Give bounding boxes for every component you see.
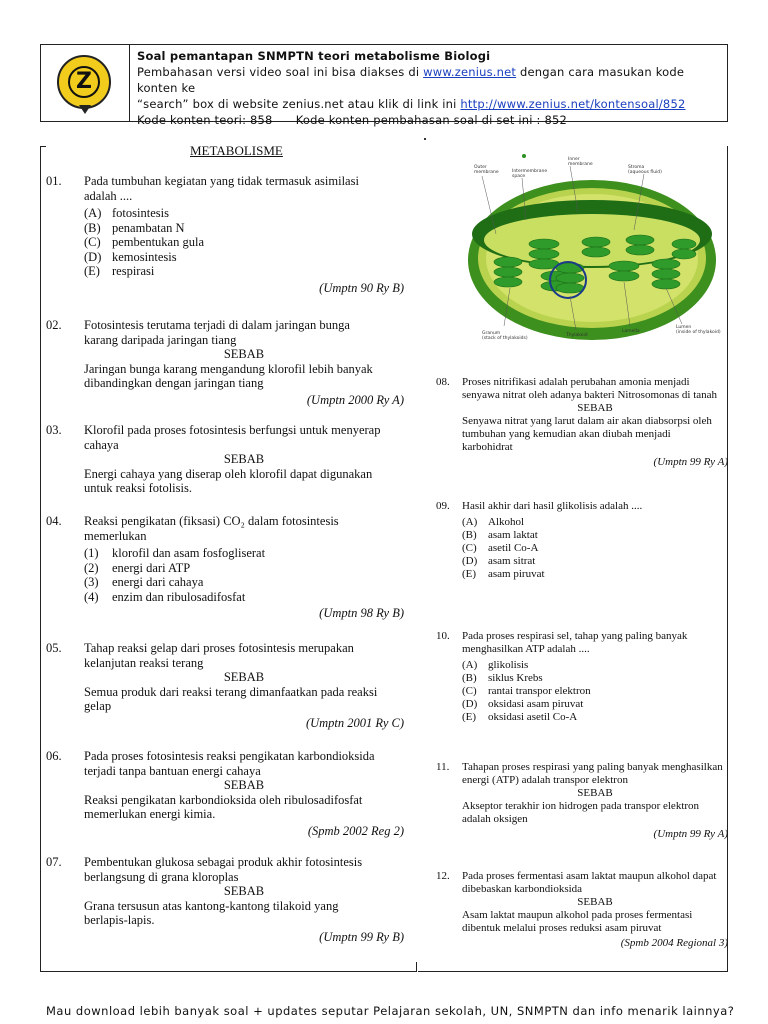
reason-text-line: Energi cahaya yang diserap oleh klorofil dapat digunakan <box>84 466 373 481</box>
question-body <box>84 514 404 621</box>
option-letter: (2) <box>84 560 99 575</box>
reason-text-line: Senyawa nitrat yang larut dalam air akan diabsorpsi oleh <box>462 415 712 427</box>
reason-text-line: gelap <box>84 699 112 713</box>
answer-option[interactable] <box>84 590 404 605</box>
question-source: (Umptn 99 Ry A) <box>653 828 728 840</box>
question-number: 06. <box>46 749 62 763</box>
answer-option[interactable] <box>462 659 728 672</box>
option-letter: (A) <box>462 516 478 528</box>
question-text-line: Pada tumbuhan kegiatan yang tidak termasuk asimilasi <box>84 174 359 188</box>
sebab-label: SEBAB <box>223 452 265 466</box>
question-text-line: Hasil akhir dari hasil glikolisis adalah .... <box>462 500 643 512</box>
option-letter: (C) <box>462 685 477 697</box>
reason-text-line: Reaksi pengikatan karbondioksida oleh ribulosadifosfat <box>84 792 363 807</box>
question-text-line: berlangsung di grana kloroplas <box>84 869 239 884</box>
option-text: energi dari ATP <box>112 560 191 575</box>
label-outer-membrane: Outer membrane <box>474 165 499 175</box>
reason-text-line: dibentuk melalui proses reduksi asam piruvat <box>462 922 662 934</box>
question-text-line: Pembentukan glukosa sebagai produk akhir fotosintesis <box>84 855 363 869</box>
option-text: penambatan N <box>112 220 185 235</box>
question-text-line: senyawa nitrat oleh adanya bakteri Nitrosomonas di tanah <box>462 389 718 401</box>
label-lamella: Lamella <box>622 329 640 334</box>
option-text: asam laktat <box>488 529 538 541</box>
answer-option[interactable] <box>84 546 404 561</box>
chloroplast-svg <box>444 146 734 344</box>
label-inner-membrane: Inner membrane <box>568 157 593 167</box>
question-text-line: energi (ATP) adalah transpor elektron <box>462 774 628 786</box>
reason-text-line: tumbuhan yang kemudian akan diubah menjadi <box>462 428 671 440</box>
question-text-line: cahaya <box>84 437 119 452</box>
option-letter: (B) <box>462 672 477 684</box>
frame-left <box>40 146 41 972</box>
header-text <box>137 48 727 128</box>
question-number: 11. <box>436 761 450 773</box>
option-text: Alkohol <box>488 516 525 528</box>
option-text: kemosintesis <box>112 249 177 264</box>
reason-text-line: adalah oksigen <box>462 813 528 825</box>
answer-option[interactable] <box>462 542 728 555</box>
option-text: asetil Co-A <box>488 542 539 554</box>
question-text-line: Tahapan proses respirasi yang paling banyak menghasilkan <box>462 761 723 773</box>
answer-option[interactable] <box>462 711 728 724</box>
answer-option[interactable] <box>462 555 728 568</box>
sebab-label: SEBAB <box>223 347 265 361</box>
answer-option[interactable] <box>462 685 728 698</box>
question-body <box>462 500 728 581</box>
sebab-label: SEBAB <box>223 778 265 792</box>
option-text: enzim dan ribulosadifosfat <box>112 589 246 604</box>
answer-option[interactable] <box>84 264 404 279</box>
header-line-2-pre: Pembahasan versi video soal ini bisa diakses di <box>137 65 424 79</box>
question-text-line: Pada proses fotosintesis reaksi pengikatan karbondioksida <box>84 749 375 763</box>
question-source: (Umptn 90 Ry B) <box>319 280 404 295</box>
reason-text-line: dibandingkan dengan jaringan tiang <box>84 376 264 390</box>
sebab-label: SEBAB <box>223 884 265 898</box>
header-line-2 <box>137 64 727 96</box>
option-text: siklus Krebs <box>488 672 543 684</box>
frame-bottom-left <box>40 971 417 972</box>
question-number: 10. <box>436 630 450 642</box>
question-body <box>84 641 404 730</box>
option-letter: (D) <box>462 555 478 567</box>
option-text: pembentukan gula <box>112 235 204 249</box>
question-text-line: karang daripada jaringan tiang <box>84 332 237 347</box>
question-source: (Umptn 99 Ry B) <box>319 929 404 944</box>
option-text: klorofil dan asam fosfogliserat <box>112 546 266 560</box>
option-text: rantai transpor elektron <box>488 685 591 697</box>
reason-text-line: berlapis-lapis. <box>84 913 155 927</box>
question-number: 04. <box>46 514 62 528</box>
question-source: (Spmb 2004 Regional 3) <box>620 937 728 949</box>
question-number: 09. <box>436 500 450 512</box>
option-letter: (C) <box>462 542 477 554</box>
question-number: 02. <box>46 318 62 332</box>
question-source: (Umptn 99 Ry A) <box>653 456 728 468</box>
question-number: 01. <box>46 174 62 188</box>
answer-options <box>462 516 728 581</box>
question-text-line: dibebaskan karbondioksida <box>462 883 583 895</box>
question-text-line: Proses nitrifikasi adalah perubahan amonia menjadi <box>462 376 690 388</box>
option-text: asam sitrat <box>488 555 536 567</box>
question-body <box>84 855 404 944</box>
answer-option[interactable] <box>462 516 728 529</box>
header-line-3 <box>137 96 727 112</box>
answer-option[interactable] <box>462 672 728 685</box>
page-title: METABOLISME <box>190 143 283 158</box>
reason-text-line: Grana tersusun atas kantong-kantong tilakoid yang <box>84 898 339 913</box>
frame-bottom-tick <box>416 962 417 972</box>
question-body <box>84 749 404 838</box>
frame-tick <box>40 146 46 147</box>
question-source: (Umptn 2000 Ry A) <box>306 392 404 407</box>
reason-text-line: karbohidrat <box>462 441 513 453</box>
sebab-label: SEBAB <box>223 670 265 684</box>
sebab-label: SEBAB <box>577 402 613 414</box>
answer-options <box>84 206 404 279</box>
answer-option[interactable] <box>84 206 404 221</box>
option-letter: (E) <box>462 568 477 580</box>
question-text-line: Reaksi pengikatan (fiksasi) CO₂ dalam fotosintesis <box>84 514 339 528</box>
question-text-line: Pada proses respirasi sel, tahap yang paling banyak <box>462 630 688 642</box>
question-body <box>462 761 728 841</box>
option-letter: (E) <box>462 711 477 723</box>
question-body <box>84 318 404 407</box>
answer-option[interactable] <box>84 221 404 236</box>
label-stroma: Stroma (aqueous fluid) <box>628 165 662 175</box>
question-text-line: adalah .... <box>84 188 133 203</box>
logo-pin-tail <box>79 105 91 114</box>
column-mark <box>424 138 426 140</box>
question-text-line: terjadi tanpa bantuan energi cahaya <box>84 763 261 778</box>
question-number: 03. <box>46 423 62 437</box>
question-body <box>462 870 728 950</box>
question-number: 07. <box>46 855 62 869</box>
option-letter: (D) <box>84 249 102 264</box>
label-thylakoid: Thylakoid <box>566 333 588 338</box>
question-body <box>84 423 404 496</box>
question-number: 12. <box>436 870 450 882</box>
question-text-line: memerlukan <box>84 528 147 543</box>
answer-options <box>462 659 728 724</box>
kontensoal-link[interactable]: http://www.zenius.net/kontensoal/852 <box>460 97 686 111</box>
dot-marker <box>522 154 526 158</box>
answer-options <box>84 546 404 604</box>
label-granum: Granum (stack of thylakoids) <box>482 331 528 341</box>
option-letter: (1) <box>84 546 99 560</box>
option-text: oksidasi asam piruvat <box>488 698 584 710</box>
option-letter: (4) <box>84 589 99 604</box>
option-text: fotosintesis <box>112 206 169 220</box>
option-text: glikolisis <box>488 659 529 671</box>
question-text-line: Fotosintesis terutama terjadi di dalam jaringan bunga <box>84 318 350 332</box>
answer-option[interactable] <box>84 235 404 250</box>
logo-letter: Z <box>68 66 100 98</box>
question-text-line: menghasilkan ATP adalah .... <box>462 643 590 655</box>
question-body <box>462 376 728 469</box>
reason-text-line: Jaringan bunga karang mengandung klorofil lebih banyak <box>84 361 373 376</box>
question-text-line: Tahap reaksi gelap dari proses fotosintesis merupakan <box>84 641 354 655</box>
header-box <box>40 44 728 127</box>
option-letter: (B) <box>462 529 477 541</box>
question-number: 08. <box>436 376 450 388</box>
header-line-3-pre: “search” box di website zenius.net atau klik di link ini <box>137 97 461 111</box>
question-text-line: Pada proses fermentasi asam laktat maupun alkohol dapat <box>462 870 717 882</box>
zenius-link[interactable]: www.zenius.net <box>423 65 517 79</box>
option-letter: (C) <box>84 235 101 249</box>
option-letter: (A) <box>84 206 102 220</box>
reason-text-line: Akseptor terakhir ion hidrogen pada transpor elektron <box>462 800 700 812</box>
option-letter: (3) <box>84 575 99 589</box>
question-body <box>84 174 404 295</box>
answer-option[interactable] <box>84 250 404 265</box>
option-text: oksidasi asetil Co-A <box>488 711 578 723</box>
option-letter: (A) <box>462 659 478 671</box>
question-source: (Umptn 98 Ry B) <box>319 606 404 620</box>
zenius-logo[interactable] <box>57 55 111 109</box>
reason-text-line: memerlukan energi kimia. <box>84 807 216 821</box>
answer-option[interactable] <box>462 568 728 581</box>
reason-text-line: untuk reaksi fotolisis. <box>84 481 192 495</box>
answer-option[interactable] <box>462 529 728 542</box>
header-line-2-post: dengan cara masukan kode konten ke <box>137 65 685 95</box>
label-intermembrane: Intermembrane space <box>512 169 548 179</box>
question-source: (Umptn 2001 Ry C) <box>305 715 404 730</box>
option-letter: (E) <box>84 264 100 278</box>
answer-option[interactable] <box>84 561 404 576</box>
question-text-line: Klorofil pada proses fotosintesis berfungsi untuk menyerap <box>84 423 381 437</box>
footer-text: Mau download lebih banyak soal + updates seputar Pelajaran sekolah, UN, SNMPTN dan info menarik lainnya? <box>46 1004 735 1018</box>
option-text: energi dari cahaya <box>112 575 204 589</box>
answer-option[interactable] <box>84 575 404 590</box>
option-letter: (B) <box>84 220 101 235</box>
option-text: asam piruvat <box>488 568 545 580</box>
label-lumen: Lumen (inside of thylakoid) <box>676 325 721 335</box>
sebab-label: SEBAB <box>577 787 613 799</box>
option-letter: (D) <box>462 698 478 710</box>
question-source: (Spmb 2002 Reg 2) <box>307 823 404 838</box>
option-text: respirasi <box>112 264 155 278</box>
header-title: Soal pemantapan SNMPTN teori metabolisme Biologi <box>137 49 491 63</box>
question-body <box>462 630 728 724</box>
chloroplast-diagram <box>444 146 734 344</box>
reason-text-line: Semua produk dari reaksi terang dimanfaatkan pada reaksi <box>84 684 378 699</box>
question-text-line: kelanjutan reaksi terang <box>84 655 204 670</box>
sebab-label: SEBAB <box>577 896 613 908</box>
logo-cell <box>41 45 130 121</box>
reason-text-line: Asam laktat maupun alkohol pada proses fermentasi <box>462 909 693 921</box>
header-code-line: Kode konten teori: 858 Kode konten pembahasan soal di set ini : 852 <box>137 113 567 127</box>
question-number: 05. <box>46 641 62 655</box>
answer-option[interactable] <box>462 698 728 711</box>
frame-bottom-right <box>418 971 728 972</box>
